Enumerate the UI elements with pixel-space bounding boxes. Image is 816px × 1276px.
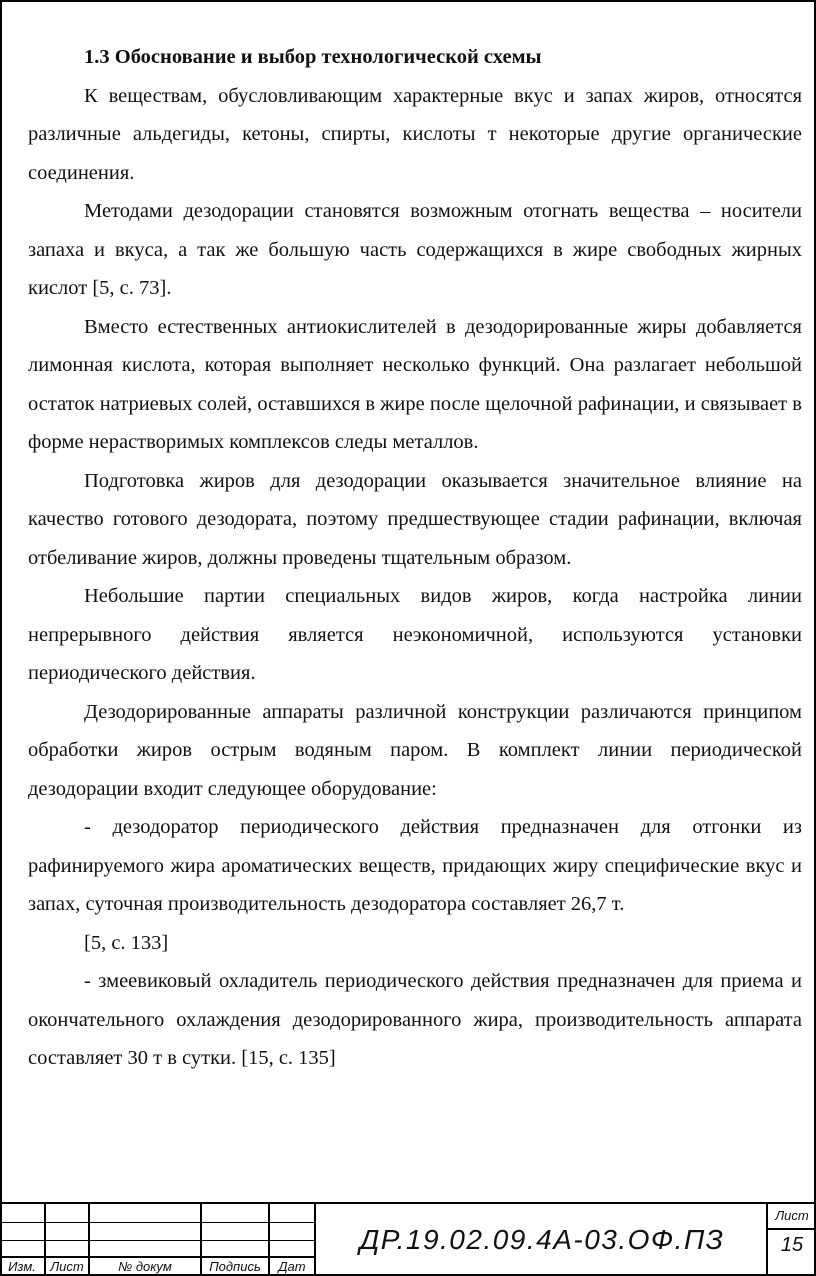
document-code: ДР.19.02.09.4А-03.ОФ.ПЗ [318,1204,768,1276]
label-sheet: Лист [50,1259,84,1274]
reference-line: [5, с. 133] [84,931,169,954]
paragraph-8: - змеевиковый охладитель периодического действия предназначен для приема и окончательного охлаждения дезодорированного жира, производительность аппарата составляет 30 т в сутки. [15, с. 135] [28,970,802,1069]
sheet-label: Лист [775,1208,809,1223]
document-body [28,38,802,1078]
paragraph-4: Подготовка жиров для дезодорации оказывается значительное влияние на качество готового дезодората, поэтому предшествующее стадии рафинации, включая отбеливание жиров, должны проведены тщательным образом. [28,469,802,569]
label-date: Дат [278,1259,306,1274]
title-block [0,1202,816,1276]
paragraph-7: - дезодоратор периодического действия предназначен для отгонки из рафинируемого жира ароматических веществ, придающих жиру специфические вкус и запах, суточная производительность дезодоратора составляет 26,7 т. [28,816,802,915]
sheet-divider [768,1228,816,1230]
label-signature: Подпись [209,1259,261,1274]
paragraph-1: К веществам, обусловливающим характерные вкус и запах жиров, относятся различные альдегиды, кетоны, спирты, кислоты т некоторые другие органические соединения. [28,84,802,184]
sheet-box [768,1204,816,1276]
section-heading: 1.3 Обоснование и выбор технологической схемы [84,46,542,68]
paragraph-3: Вместо естественных антиокислителей в дезодорированные жиры добавляется лимонная кислота, которая выполняет несколько функций. Она разлагает небольшой остаток натриевых солей, оставшихся в жире после щелочной рафинации, и связывает в форме нерастворимых комплексов следы металлов. [28,315,802,453]
sheet-number: 15 [780,1234,804,1256]
paragraph-5: Небольшие партии специальных видов жиров, когда настройка линии непрерывного действия является неэкономичной, используются установки периодического действия. [28,585,802,684]
paragraph-6: Дезодорированные аппараты различной конструкции различаются принципом обработки жиров острым водяным паром. В комплект линии периодической дезодорации входит следующее оборудование: [28,700,802,800]
label-change: Изм. [8,1259,36,1274]
grid-row-line [0,1240,316,1241]
label-doc-number: № докум [118,1259,172,1274]
paragraph-2: Методами дезодорации становятся возможным отогнать вещества – носители запаха и вкуса, а так же большую часть содержащихся в жире свободных жирных кислот [5, с. 73]. [28,200,802,299]
grid-row-line [0,1222,316,1223]
revision-grid [0,1204,316,1276]
